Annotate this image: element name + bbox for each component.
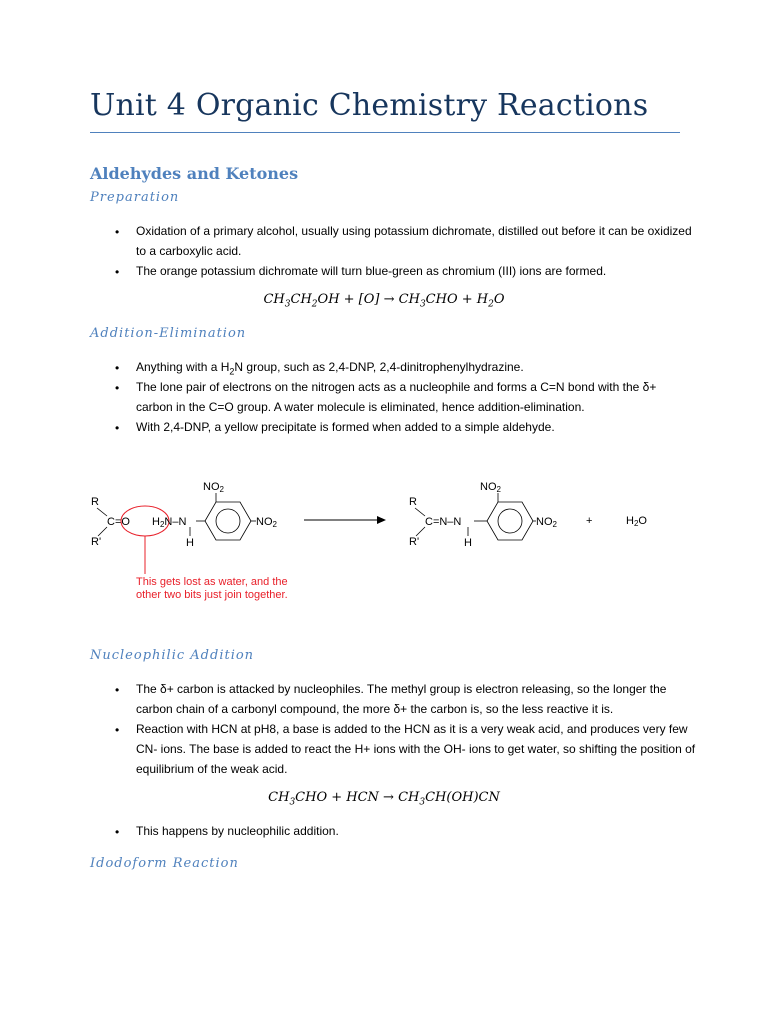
nitro-label: NO2 — [536, 516, 557, 529]
bullet-dot: • — [115, 225, 120, 239]
hydrazone-label: C=N–N — [425, 516, 462, 528]
iodoform-heading: Idodoform Reaction — [90, 856, 239, 871]
water-label: H2O — [626, 515, 647, 528]
title-divider — [90, 132, 680, 133]
hydrazine-label: H2N–N — [152, 516, 187, 529]
nitro-label: NO2 — [203, 481, 224, 494]
bullet-dot: • — [115, 265, 120, 279]
bullet-dot: • — [115, 421, 120, 435]
annotation-line-1: This gets lost as water, and the — [136, 576, 288, 588]
addition-elimination-heading: Addition-Elimination — [90, 326, 247, 341]
annotation-line-2: other two bits just join together. — [136, 589, 288, 601]
bullet-dot: • — [115, 361, 120, 375]
addition-elimination-bullet-1: Anything with a $H_2N$ group, such as 2,4-DNP, 2,4-dinitrophenylhydrazine. — [136, 360, 524, 377]
nucleophilic-addition-heading: Nucleophilic Addition — [90, 648, 255, 663]
preparation-bullet-1: Oxidation of a primary alcohol, usually using potassium dichromate, distilled out before it can be oxidized to a carboxylic acid. — [136, 224, 692, 258]
benzene-ring — [205, 502, 251, 540]
bullet-dot: • — [115, 381, 120, 395]
preparation-heading: Preparation — [90, 190, 180, 205]
addition-elimination-bullet-3: With 2,4-DNP, a yellow precipitate is formed when added to a simple aldehyde. — [136, 420, 555, 434]
benzene-ring-circle — [498, 509, 522, 533]
bullet-dot: • — [115, 683, 120, 697]
bond — [97, 508, 107, 516]
r-prime-label: R' — [91, 536, 102, 548]
benzene-ring-circle — [216, 509, 240, 533]
bond — [415, 508, 425, 516]
h-label: H — [186, 537, 194, 549]
h-label: H — [464, 537, 472, 549]
nitro-label: NO2 — [480, 481, 501, 494]
plus-sign: + — [586, 515, 593, 527]
bullet-dot: • — [115, 723, 120, 737]
r-group-label: R — [91, 496, 99, 508]
nitro-label: NO2 — [256, 516, 277, 529]
bond — [98, 527, 107, 536]
addition-elimination-bullet-2: The lone pair of electrons on the nitrogen acts as a nucleophile and forms a C=N bond with the δ+ carbon in the C=O group. A water molecule is eliminated, hence addition-elimination. — [136, 380, 657, 414]
nucleophilic-bullet-1: The δ+ carbon is attacked by nucleophiles. The methyl group is electron releasing, so the longer the carbon chain of a carbonyl compound, the more δ+ the carbon is, so the less reactive it is. — [136, 682, 667, 716]
preparation-bullet-2: The orange potassium dichromate will turn blue-green as chromium (III) ions are formed. — [136, 264, 607, 278]
oxidation-equation: $CH_3CH_2OH + [O] \to CH_3CHO + H_2O$ — [263, 292, 505, 310]
reaction-diagram — [0, 470, 768, 610]
arrow-head-icon — [377, 516, 386, 524]
carbonyl-label: C=O — [107, 516, 130, 528]
bullet-dot: • — [115, 825, 120, 839]
r-group-label: R — [409, 496, 417, 508]
benzene-ring — [487, 502, 533, 540]
nucleophilic-bullet-3: This happens by nucleophilic addition. — [136, 824, 339, 838]
nucleophilic-bullet-2: Reaction with HCN at pH8, a base is added to the HCN as it is a very weak acid, and produces very few CN- ions. The base is added to react the H+ ions with the OH- ions to get water, so shifting the position of equilibrium of the weak acid. — [136, 722, 696, 776]
section-heading: Aldehydes and Ketones — [90, 164, 299, 183]
page-title: Unit 4 Organic Chemistry Reactions — [90, 88, 649, 123]
hcn-equation: $CH_3CHO$ + HCN → $CH_3CH(OH)CN$ — [268, 790, 500, 808]
r-prime-label: R' — [409, 536, 420, 548]
bond — [416, 527, 425, 536]
